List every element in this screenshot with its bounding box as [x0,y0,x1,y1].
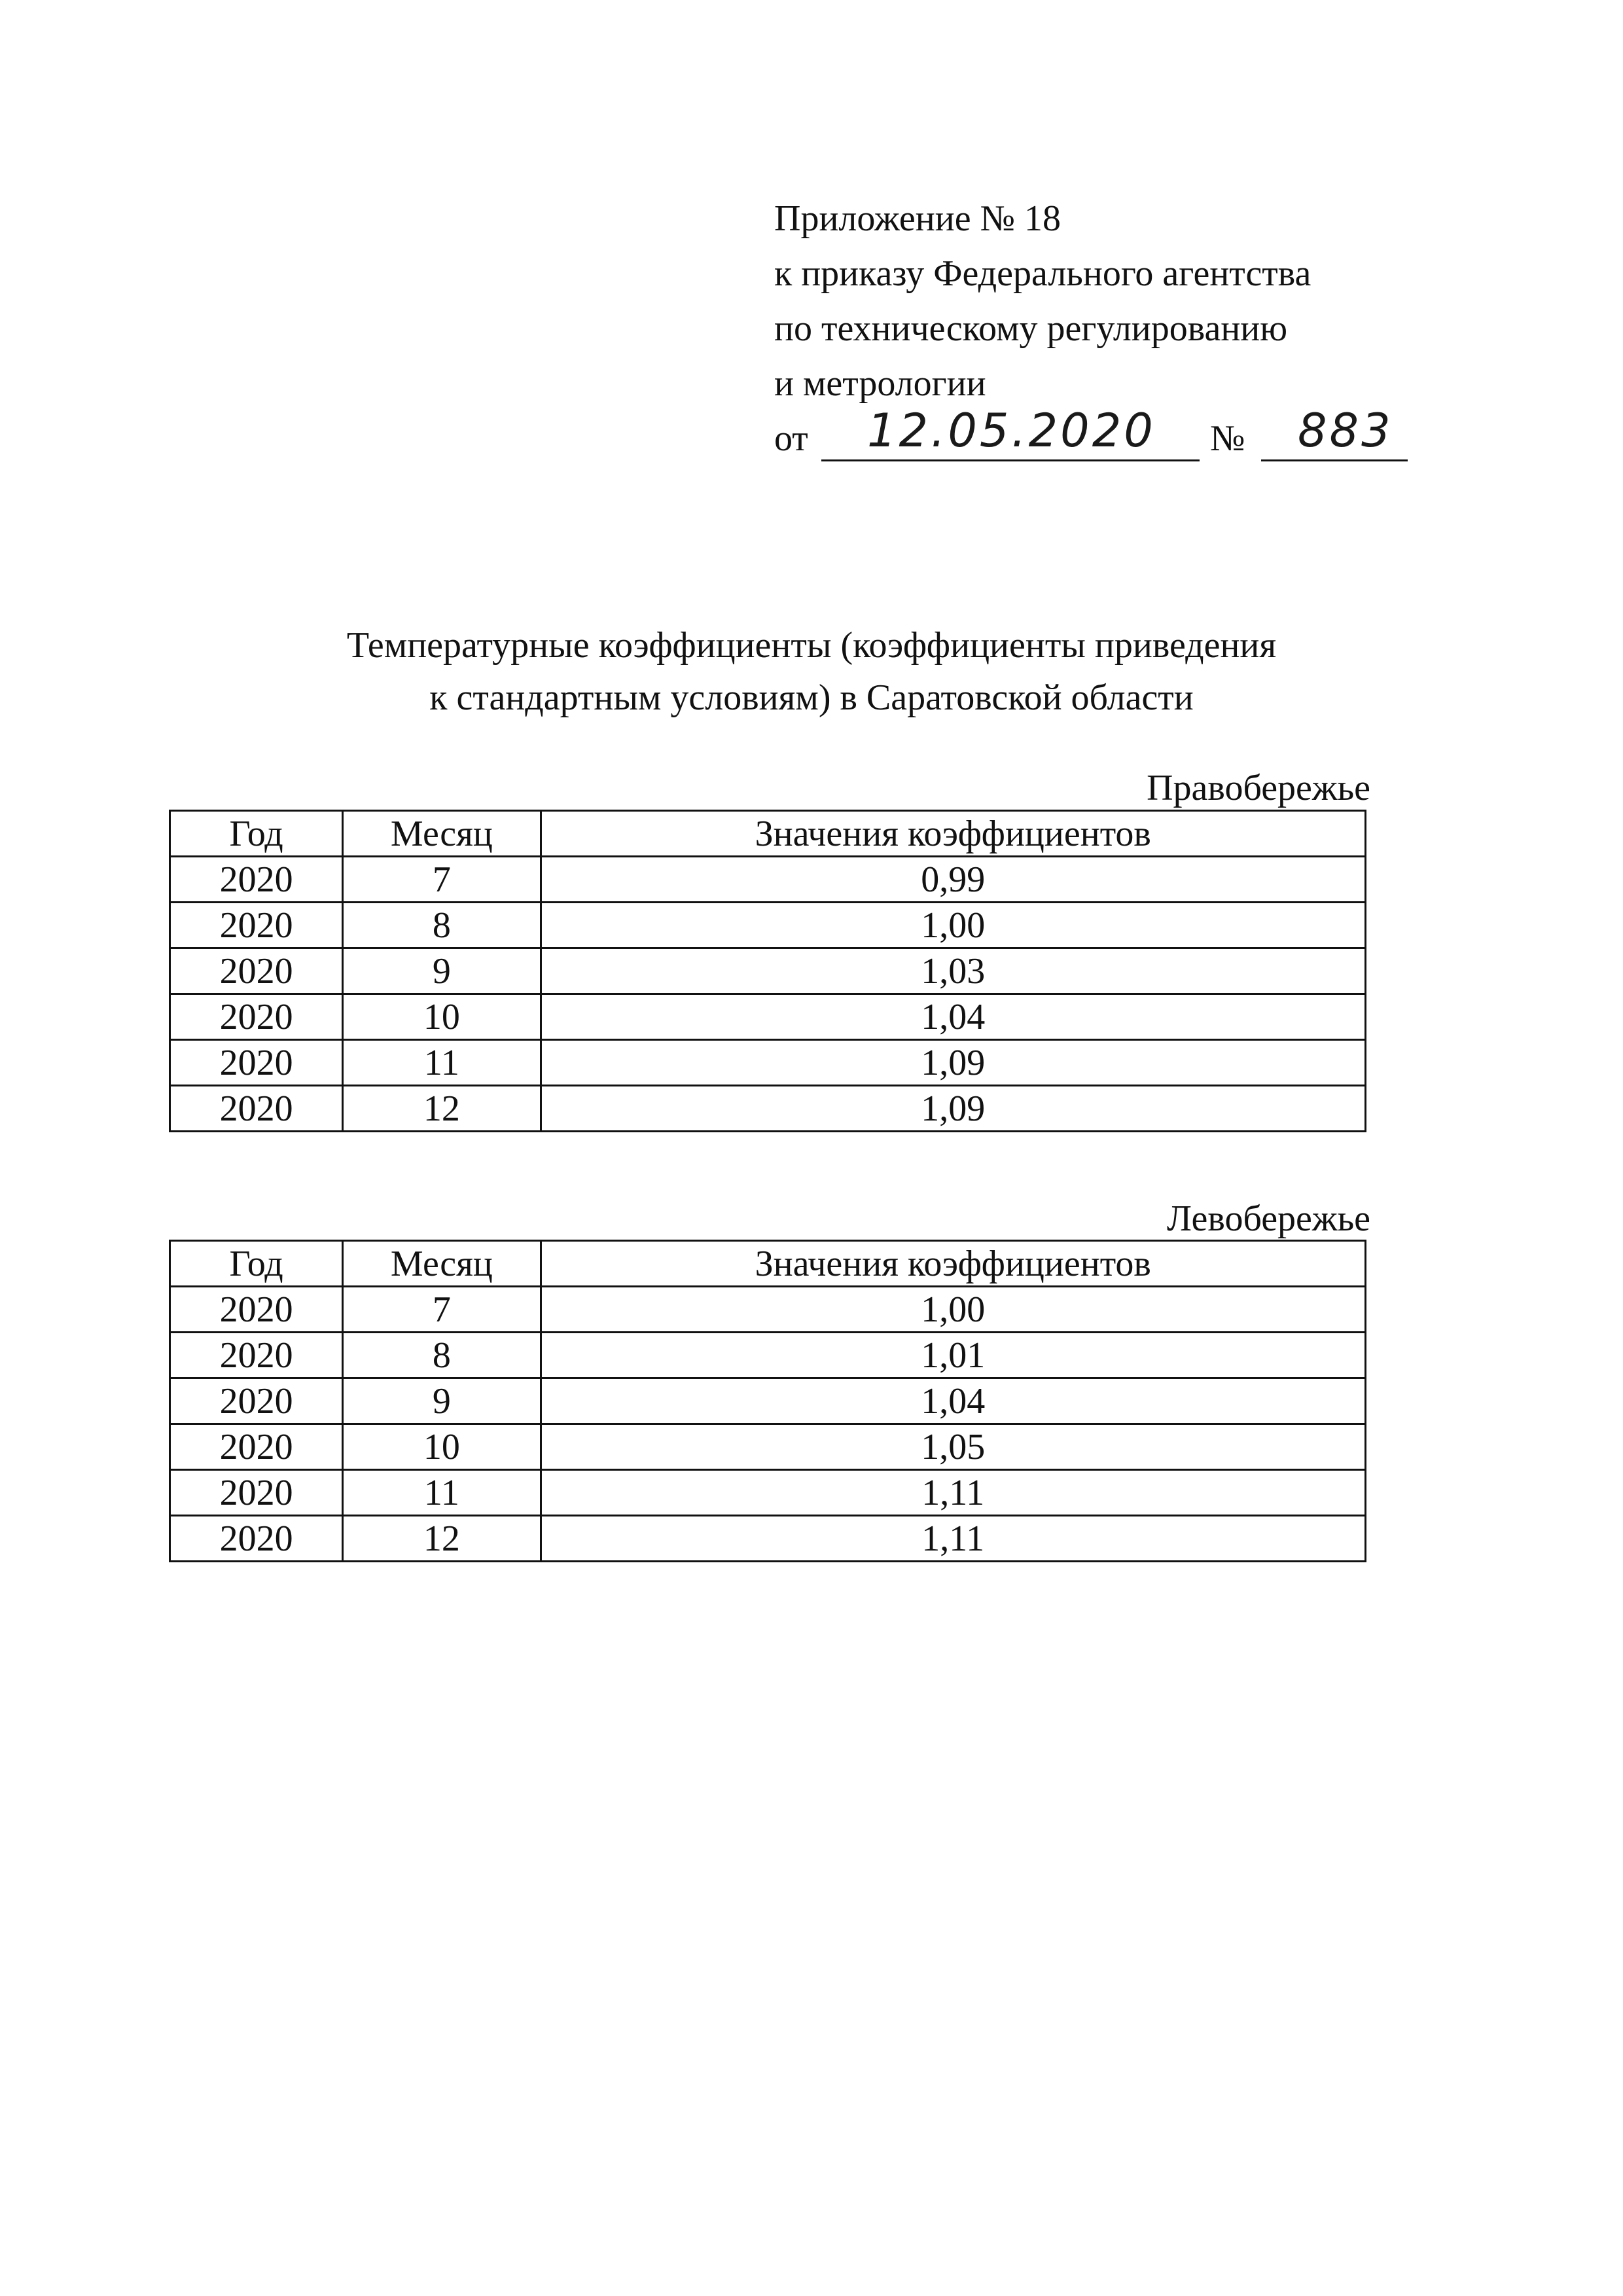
table-row [170,1424,1366,1470]
table-row [170,1516,1366,1562]
appendix-order-line: к приказу Федерального агентства [774,253,1311,294]
cell-month: 12 [343,1516,541,1562]
coefficients-table-left-bank [169,1240,1366,1562]
cell-year: 2020 [170,1287,343,1333]
table-row [170,1287,1366,1333]
table-row [170,903,1366,948]
document-title [196,619,1427,724]
cell-value: 1,11 [541,1516,1366,1562]
order-date-value: 12.05.2020 [867,404,1156,457]
order-date-field [821,404,1200,461]
date-label: от [774,418,808,459]
table-row [170,1378,1366,1424]
cell-value: 0,99 [541,857,1366,903]
cell-value: 1,00 [541,903,1366,948]
cell-month: 7 [343,1287,541,1333]
cell-value: 1,00 [541,1287,1366,1333]
cell-year: 2020 [170,1516,343,1562]
cell-year: 2020 [170,1378,343,1424]
cell-month: 9 [343,1378,541,1424]
table-row [170,948,1366,994]
section-label-right-bank: Правобережье [1147,768,1370,808]
cell-year: 2020 [170,948,343,994]
cell-value: 1,01 [541,1333,1366,1378]
table-header-row [170,1241,1366,1287]
cell-value: 1,09 [541,1040,1366,1086]
appendix-header [774,191,1402,466]
table-row [170,1470,1366,1516]
appendix-title: Приложение № 18 [774,198,1061,239]
table-row [170,994,1366,1040]
cell-year: 2020 [170,857,343,903]
cell-year: 2020 [170,1470,343,1516]
header-values: Значения коэффициентов [541,811,1366,857]
title-line-2: к стандартным условиям) в Саратовской области [429,677,1194,718]
cell-year: 2020 [170,1333,343,1378]
cell-month: 11 [343,1470,541,1516]
cell-value: 1,05 [541,1424,1366,1470]
cell-month: 12 [343,1086,541,1132]
header-values: Значения коэффициентов [541,1241,1366,1287]
cell-value: 1,04 [541,994,1366,1040]
table-header-row [170,811,1366,857]
cell-year: 2020 [170,903,343,948]
cell-month: 8 [343,1333,541,1378]
cell-year: 2020 [170,1086,343,1132]
cell-month: 11 [343,1040,541,1086]
cell-year: 2020 [170,1040,343,1086]
appendix-metrology-line: и метрологии [774,363,986,404]
cell-month: 8 [343,903,541,948]
coefficients-table-right-bank [169,810,1366,1132]
order-number-value: 883 [1298,404,1393,457]
header-month: Месяц [343,1241,541,1287]
title-line-1: Температурные коэффициенты (коэффициенты приведения [346,625,1277,666]
order-date-number-line [774,404,1402,466]
table-row [170,1086,1366,1132]
header-month: Месяц [343,811,541,857]
appendix-agency-line: по техническому регулированию [774,308,1288,349]
table-row [170,1333,1366,1378]
cell-value: 1,03 [541,948,1366,994]
header-year: Год [170,811,343,857]
cell-value: 1,04 [541,1378,1366,1424]
cell-value: 1,09 [541,1086,1366,1132]
cell-year: 2020 [170,1424,343,1470]
cell-value: 1,11 [541,1470,1366,1516]
section-label-left-bank: Левобережье [1166,1198,1370,1239]
cell-month: 9 [343,948,541,994]
header-year: Год [170,1241,343,1287]
table-row [170,857,1366,903]
table-row [170,1040,1366,1086]
order-number-field [1261,404,1408,461]
cell-month: 10 [343,1424,541,1470]
cell-year: 2020 [170,994,343,1040]
number-label: № [1210,418,1245,459]
cell-month: 10 [343,994,541,1040]
cell-month: 7 [343,857,541,903]
